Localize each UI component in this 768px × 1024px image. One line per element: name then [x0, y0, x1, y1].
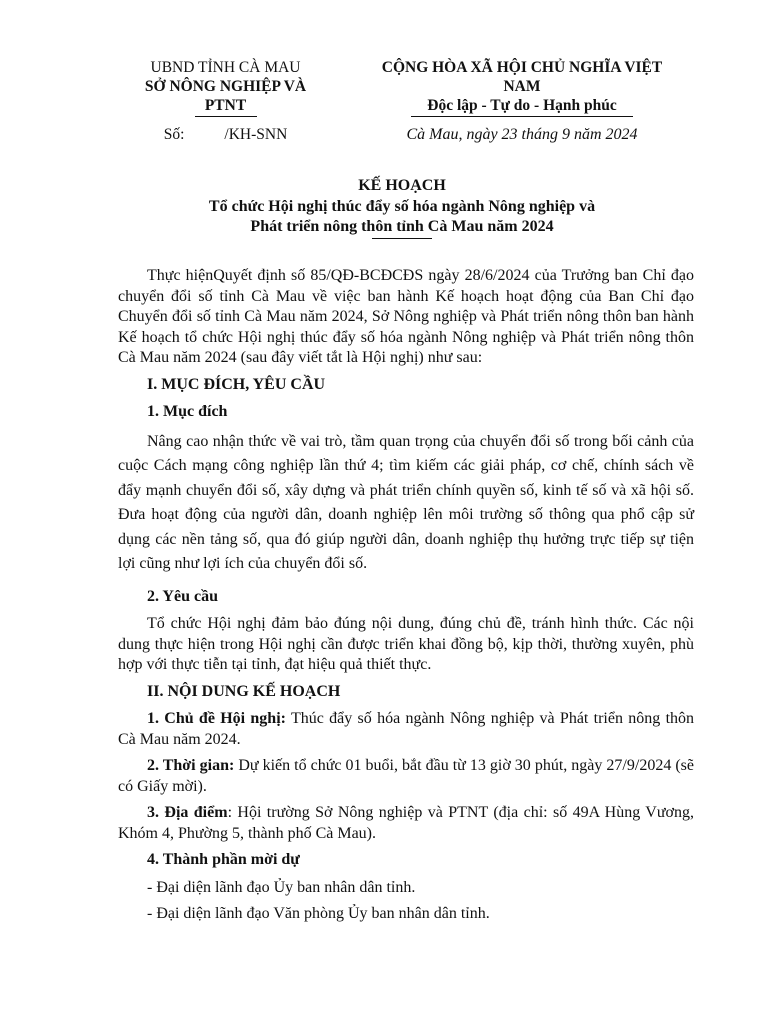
document-subject-line1: Tổ chức Hội nghị thúc đẩy số hóa ngành Nông nghiệp và	[208, 198, 596, 215]
subheading-requirements: 2. Yêu cầu	[147, 587, 218, 605]
item-venue-text: : Hội trường Sở Nông nghiệp và PTNT (địa chỉ: số 49A Hùng Vương, Khóm 4, Phường 5, thành phố Cà Mau).	[118, 804, 694, 842]
authority-underline	[195, 116, 257, 117]
item-time-text: Dự kiến tổ chức 01 buổi, bắt đầu từ 13 giờ 30 phút, ngày 27/9/2024 (sẽ có Giấy mời).	[118, 757, 694, 795]
subheading-participants: 4. Thành phần mời dự	[147, 851, 300, 868]
provincial-authority: UBND TỈNH CÀ MAU	[150, 59, 301, 76]
item-venue-label: 3. Địa điểm	[147, 804, 228, 821]
nation-name-line1: CỘNG HÒA XÃ HỘI CHỦ NGHĨA VIỆT	[381, 59, 663, 76]
number-suffix: /KH-SNN	[224, 126, 288, 143]
participant-bullet: - Đại diện lãnh đạo Ủy ban nhân dân tỉnh.	[147, 878, 416, 896]
national-motto: Độc lập - Tự do - Hạnh phúc	[427, 97, 617, 114]
purpose-paragraph: Nâng cao nhận thức về vai trò, tầm quan trọng của chuyển đổi số trong bối cảnh của cuộc Cách mạng công nghiệp lần thứ 4; tìm kiếm các giải pháp, cơ chế, chính sách về đẩy mạnh chuyển đổi số, xây dựng và phát triển chính quyền số, kinh tế số và xã hội số. Đưa hoạt động của người dân, doanh nghiệp lên môi trường số thông qua phổ cập sử dụng các nền tảng số, qua đó giúp người dân, doanh nghiệp thụ hưởng trực tiếp sự tiện lợi cũng như lợi ích của chuyển đổi số.	[118, 432, 694, 572]
subheading-purpose: 1. Mục đích	[147, 403, 228, 420]
section-heading-purpose: I. MỤC ĐÍCH, YÊU CẦU	[147, 375, 326, 393]
document-number	[118, 125, 333, 144]
document-type-title: KẾ HOẠCH	[358, 177, 446, 194]
section-heading-content: II. NỘI DUNG KẾ HOẠCH	[147, 682, 341, 700]
item-theme-label: 1. Chủ đề Hội nghị:	[147, 710, 286, 727]
item-venue	[118, 803, 694, 844]
document-body	[118, 266, 694, 931]
item-theme-text: Thúc đẩy số hóa ngành Nông nghiệp và Phát triển nông thôn Cà Mau năm 2024.	[118, 710, 695, 748]
requirements-paragraph: Tổ chức Hội nghị đảm bảo đúng nội dung, đúng chủ đề, tránh hình thức. Các nội dung thực hiện trong Hội nghị cần được triển khai đồng bộ, kịp thời, thường xuyên, phù hợp với thực tiễn tại tỉnh, đạt hiệu quả thiết thực.	[118, 615, 694, 673]
department-name-line2: PTNT	[204, 97, 247, 114]
intro-paragraph: Thực hiệnQuyết định số 85/QĐ-BCĐCĐS ngày 28/6/2024 của Trưởng ban Chỉ đạo chuyển đổi số tỉnh Cà Mau về việc ban hành Kế hoạch hoạt động của Ban Chỉ đạo Chuyển đổi số tỉnh Cà Mau năm 2024, Sở Nông nghiệp và Phát triển nông thôn ban hành Kế hoạch tổ chức Hội nghị thúc đẩy số hóa ngành Nông nghiệp và Phát triển nông thôn Cà Mau năm 2024 (sau đây viết tắt là Hội nghị) như sau:	[118, 267, 694, 366]
number-label: Số:	[163, 126, 185, 143]
document-subject-line2: Phát triển nông thôn tỉnh Cà Mau năm 2024	[250, 218, 554, 235]
nation-name-line2: NAM	[503, 78, 541, 95]
department-name-line1: SỞ NÔNG NGHIỆP VÀ	[144, 78, 307, 95]
issuing-authority-block	[118, 58, 333, 144]
participant-bullet: - Đại diện lãnh đạo Văn phòng Ủy ban nhân dân tỉnh.	[147, 905, 490, 922]
motto-underline	[411, 116, 633, 117]
item-theme	[118, 709, 694, 750]
title-underline	[372, 238, 432, 239]
document-title-block	[118, 176, 686, 239]
issue-date: Cà Mau, ngày 23 tháng 9 năm 2024	[406, 126, 638, 143]
national-header-block	[352, 58, 692, 144]
item-time	[118, 756, 694, 797]
item-time-label: 2. Thời gian:	[147, 757, 235, 774]
